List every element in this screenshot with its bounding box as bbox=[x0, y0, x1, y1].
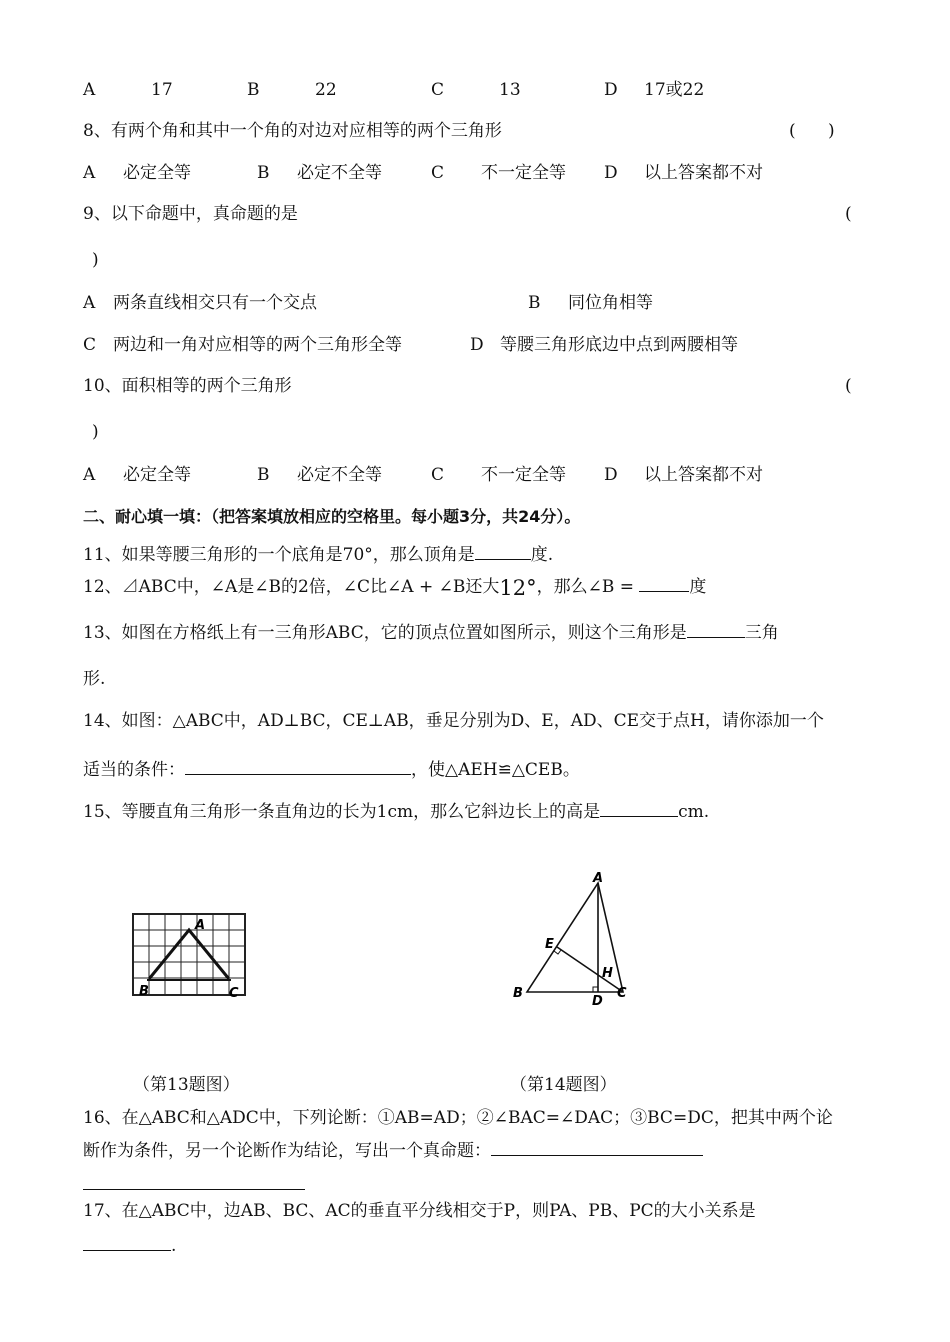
q9-option-d-letter: D bbox=[470, 335, 484, 355]
q13-line-1 bbox=[83, 621, 779, 644]
q11-answer-blank[interactable] bbox=[475, 543, 531, 560]
q12-unit: 度 bbox=[689, 577, 707, 597]
q10-bracket-close: ) bbox=[92, 422, 99, 442]
q10-option-c-letter: C bbox=[431, 465, 445, 485]
q7-option-a: 17 bbox=[151, 80, 173, 100]
q12-text-mid: ，那么∠B = bbox=[536, 577, 640, 597]
figure-13-grid bbox=[133, 914, 245, 995]
q10-option-c: 不一定全等 bbox=[481, 465, 566, 485]
figure-14-label-b: B bbox=[513, 986, 523, 1001]
q10-option-b-letter: B bbox=[257, 465, 270, 485]
q8-option-d: 以上答案都不对 bbox=[644, 163, 763, 183]
q7-option-a-letter: A bbox=[83, 80, 96, 100]
q7-option-d-letter: D bbox=[604, 80, 618, 100]
q13-answer-blank[interactable] bbox=[687, 621, 745, 638]
q8-option-c-letter: C bbox=[431, 163, 445, 183]
figure-14-label-a: A bbox=[593, 871, 604, 886]
q9-option-c-letter: C bbox=[83, 335, 97, 355]
q15-answer-blank[interactable] bbox=[600, 800, 678, 817]
figure-14-caption: （第14题图） bbox=[510, 1075, 617, 1095]
q10-option-b: 必定不全等 bbox=[297, 465, 382, 485]
q16-answer-line-continued[interactable] bbox=[83, 1189, 305, 1190]
figure-13-label-c: C bbox=[229, 986, 239, 1001]
q8-stem: 8、有两个角和其中一个角的对边对应相等的两个三角形 bbox=[83, 121, 502, 141]
q16-line-1: 16、在△ABC和△ADC中，下列论断：①AB=AD；②∠BAC=∠DAC；③BC=DC，把其中两个论 bbox=[83, 1108, 833, 1128]
q10-stem: 10、面积相等的两个三角形 bbox=[83, 376, 292, 396]
q16-line-2 bbox=[83, 1139, 703, 1162]
figure-14-label-c: C bbox=[617, 986, 627, 1001]
q9-stem: 9、以下命题中，真命题的是 bbox=[83, 204, 298, 224]
figure-13-label-b: B bbox=[139, 984, 149, 999]
q9-bracket-open: ( bbox=[845, 204, 852, 224]
q7-option-b-letter: B bbox=[247, 80, 260, 100]
q14-line-1: 14、如图：△ABC中，AD⊥BC，CE⊥AB，垂足分别为D、E，AD、CE交于点H，请你添加一个 bbox=[83, 711, 824, 731]
section-2-heading: 二、耐心填一填：（把答案填放相应的空格里。每小题3分，共24分）。 bbox=[83, 507, 581, 526]
q17-line-1: 17、在△ABC中，边AB、BC、AC的垂直平分线相交于P，则PA、PB、PC的大小关系是 bbox=[83, 1201, 756, 1221]
q15-line bbox=[83, 800, 709, 823]
q11-text: 11、如果等腰三角形的一个底角是70°，那么顶角是 bbox=[83, 545, 475, 565]
q8-option-d-letter: D bbox=[604, 163, 618, 183]
q12-degree-value: 12° bbox=[499, 576, 537, 600]
q10-option-a: 必定全等 bbox=[123, 465, 191, 485]
q14-text: 适当的条件： bbox=[83, 760, 185, 780]
q9-option-a: 两条直线相交只有一个交点 bbox=[113, 293, 317, 313]
q17-line-2 bbox=[83, 1234, 176, 1257]
q15-text: 15、等腰直角三角形一条直角边的长为1cm，那么它斜边长上的高是 bbox=[83, 802, 601, 822]
q16-answer-blank[interactable] bbox=[491, 1139, 703, 1156]
q16-text: 断作为条件，另一个论断作为结论，写出一个真命题： bbox=[83, 1141, 491, 1161]
q10-option-d-letter: D bbox=[604, 465, 618, 485]
q7-option-c: 13 bbox=[499, 80, 521, 100]
q13-line-2: 形. bbox=[83, 669, 106, 689]
q11-unit: 度. bbox=[530, 545, 554, 565]
q14-text-end: ，使△AEH≌△CEB。 bbox=[411, 760, 580, 780]
figure-14-label-d: D bbox=[592, 994, 603, 1009]
q10-option-a-letter: A bbox=[83, 465, 96, 485]
q12-answer-blank[interactable] bbox=[639, 575, 689, 592]
q12-line bbox=[83, 574, 706, 598]
q17-period: . bbox=[171, 1236, 177, 1256]
q10-bracket-open: ( bbox=[845, 376, 852, 396]
q7-option-b: 22 bbox=[315, 80, 337, 100]
figure-14 bbox=[505, 870, 645, 1010]
q7-option-c-letter: C bbox=[431, 80, 445, 100]
q13-text: 13、如图在方格纸上有一三角形ABC，它的顶点位置如图所示，则这个三角形是 bbox=[83, 623, 687, 643]
figure-14-altitude-ce bbox=[557, 947, 623, 992]
figure-14-label-h: H bbox=[602, 966, 613, 981]
q8-option-b-letter: B bbox=[257, 163, 270, 183]
q9-bracket-close: ) bbox=[92, 250, 99, 270]
q10-option-d: 以上答案都不对 bbox=[644, 465, 763, 485]
q8-option-a: 必定全等 bbox=[123, 163, 191, 183]
q17-answer-blank[interactable] bbox=[83, 1234, 171, 1251]
figure-13-triangle bbox=[149, 930, 229, 979]
figure-14-label-e: E bbox=[545, 937, 554, 952]
q9-option-b: 同位角相等 bbox=[568, 293, 653, 313]
q14-line-2 bbox=[83, 758, 580, 781]
q14-answer-blank[interactable] bbox=[185, 758, 411, 775]
q7-option-d: 17或22 bbox=[644, 80, 705, 100]
q15-unit: cm. bbox=[678, 802, 710, 822]
q13-text-end: 三角 bbox=[744, 623, 779, 643]
q8-option-b: 必定不全等 bbox=[297, 163, 382, 183]
figure-13-label-a: A bbox=[195, 918, 206, 933]
q8-option-c: 不一定全等 bbox=[481, 163, 566, 183]
q8-answer-bracket: ( ) bbox=[789, 121, 835, 141]
figure-13 bbox=[125, 905, 255, 1005]
q9-option-a-letter: A bbox=[83, 293, 96, 313]
q9-option-c: 两边和一角对应相等的两个三角形全等 bbox=[113, 335, 402, 355]
q9-option-d: 等腰三角形底边中点到两腰相等 bbox=[500, 335, 738, 355]
q9-option-b-letter: B bbox=[528, 293, 541, 313]
q12-text: 12、⊿ABC中，∠A是∠B的2倍，∠C比∠A + ∠B还大 bbox=[83, 577, 500, 597]
figure-13-caption: （第13题图） bbox=[133, 1075, 240, 1095]
q11-line bbox=[83, 543, 553, 566]
q8-option-a-letter: A bbox=[83, 163, 96, 183]
